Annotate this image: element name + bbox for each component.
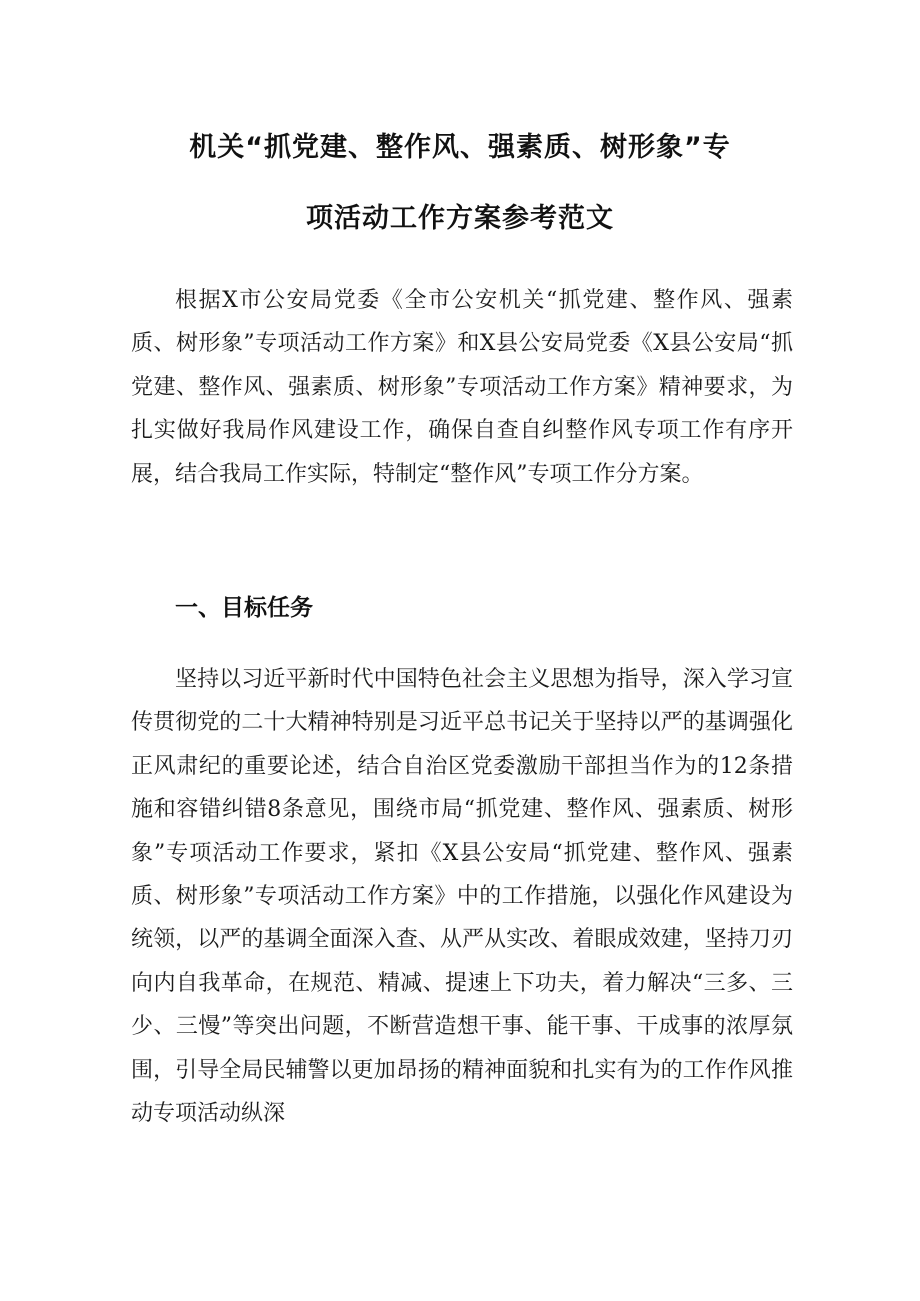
section-heading-goals: 一、目标任务	[175, 595, 313, 621]
document-title-line-1: 机关“抓党建、整作风、强素质、树形象”专	[189, 132, 731, 163]
intro-paragraph: 根据X市公安局党委《全市公安机关“抓党建、整作风、强素质、树形象”专项活动工作方案》和X县公安局党委《X县公安局“抓党建、整作风、强素质、树形象”专项活动工作方案》精神要求，为扎实做好我局作风建设工作，确保自查自纠整作风专项工作有序开展，结合我局工作实际，特制定“整作风”专项工作分方案。	[131, 288, 793, 487]
goals-paragraph: 坚持以习近平新时代中国特色社会主义思想为指导，深入学习宣传贯彻党的二十大精神特别是习近平总书记关于坚持以严的基调强化正风肃纪的重要论述，结合自治区党委激励干部担当作为的12条措施和容错纠错8条意见，围绕市局“抓党建、整作风、强素质、树形象”专项活动工作要求，紧扣《X县公安局“抓党建、整作风、强素质、树形象”专项活动工作方案》中的工作措施，以强化作风建设为统领，以严的基调全面深入查、从严从实改、着眼成效建，坚持刀刃向内自我革命，在规范、精减、提速上下功夫，着力解决“三多、三少、三慢”等突出问题，不断营造想干事、能干事、干成事的浓厚氛围，引导全局民辅警以更加昂扬的精神面貌和扎实有为的工作作风推动专项活动纵深	[131, 667, 793, 1127]
document-title-line-2: 项活动工作方案参考范文	[306, 203, 614, 234]
